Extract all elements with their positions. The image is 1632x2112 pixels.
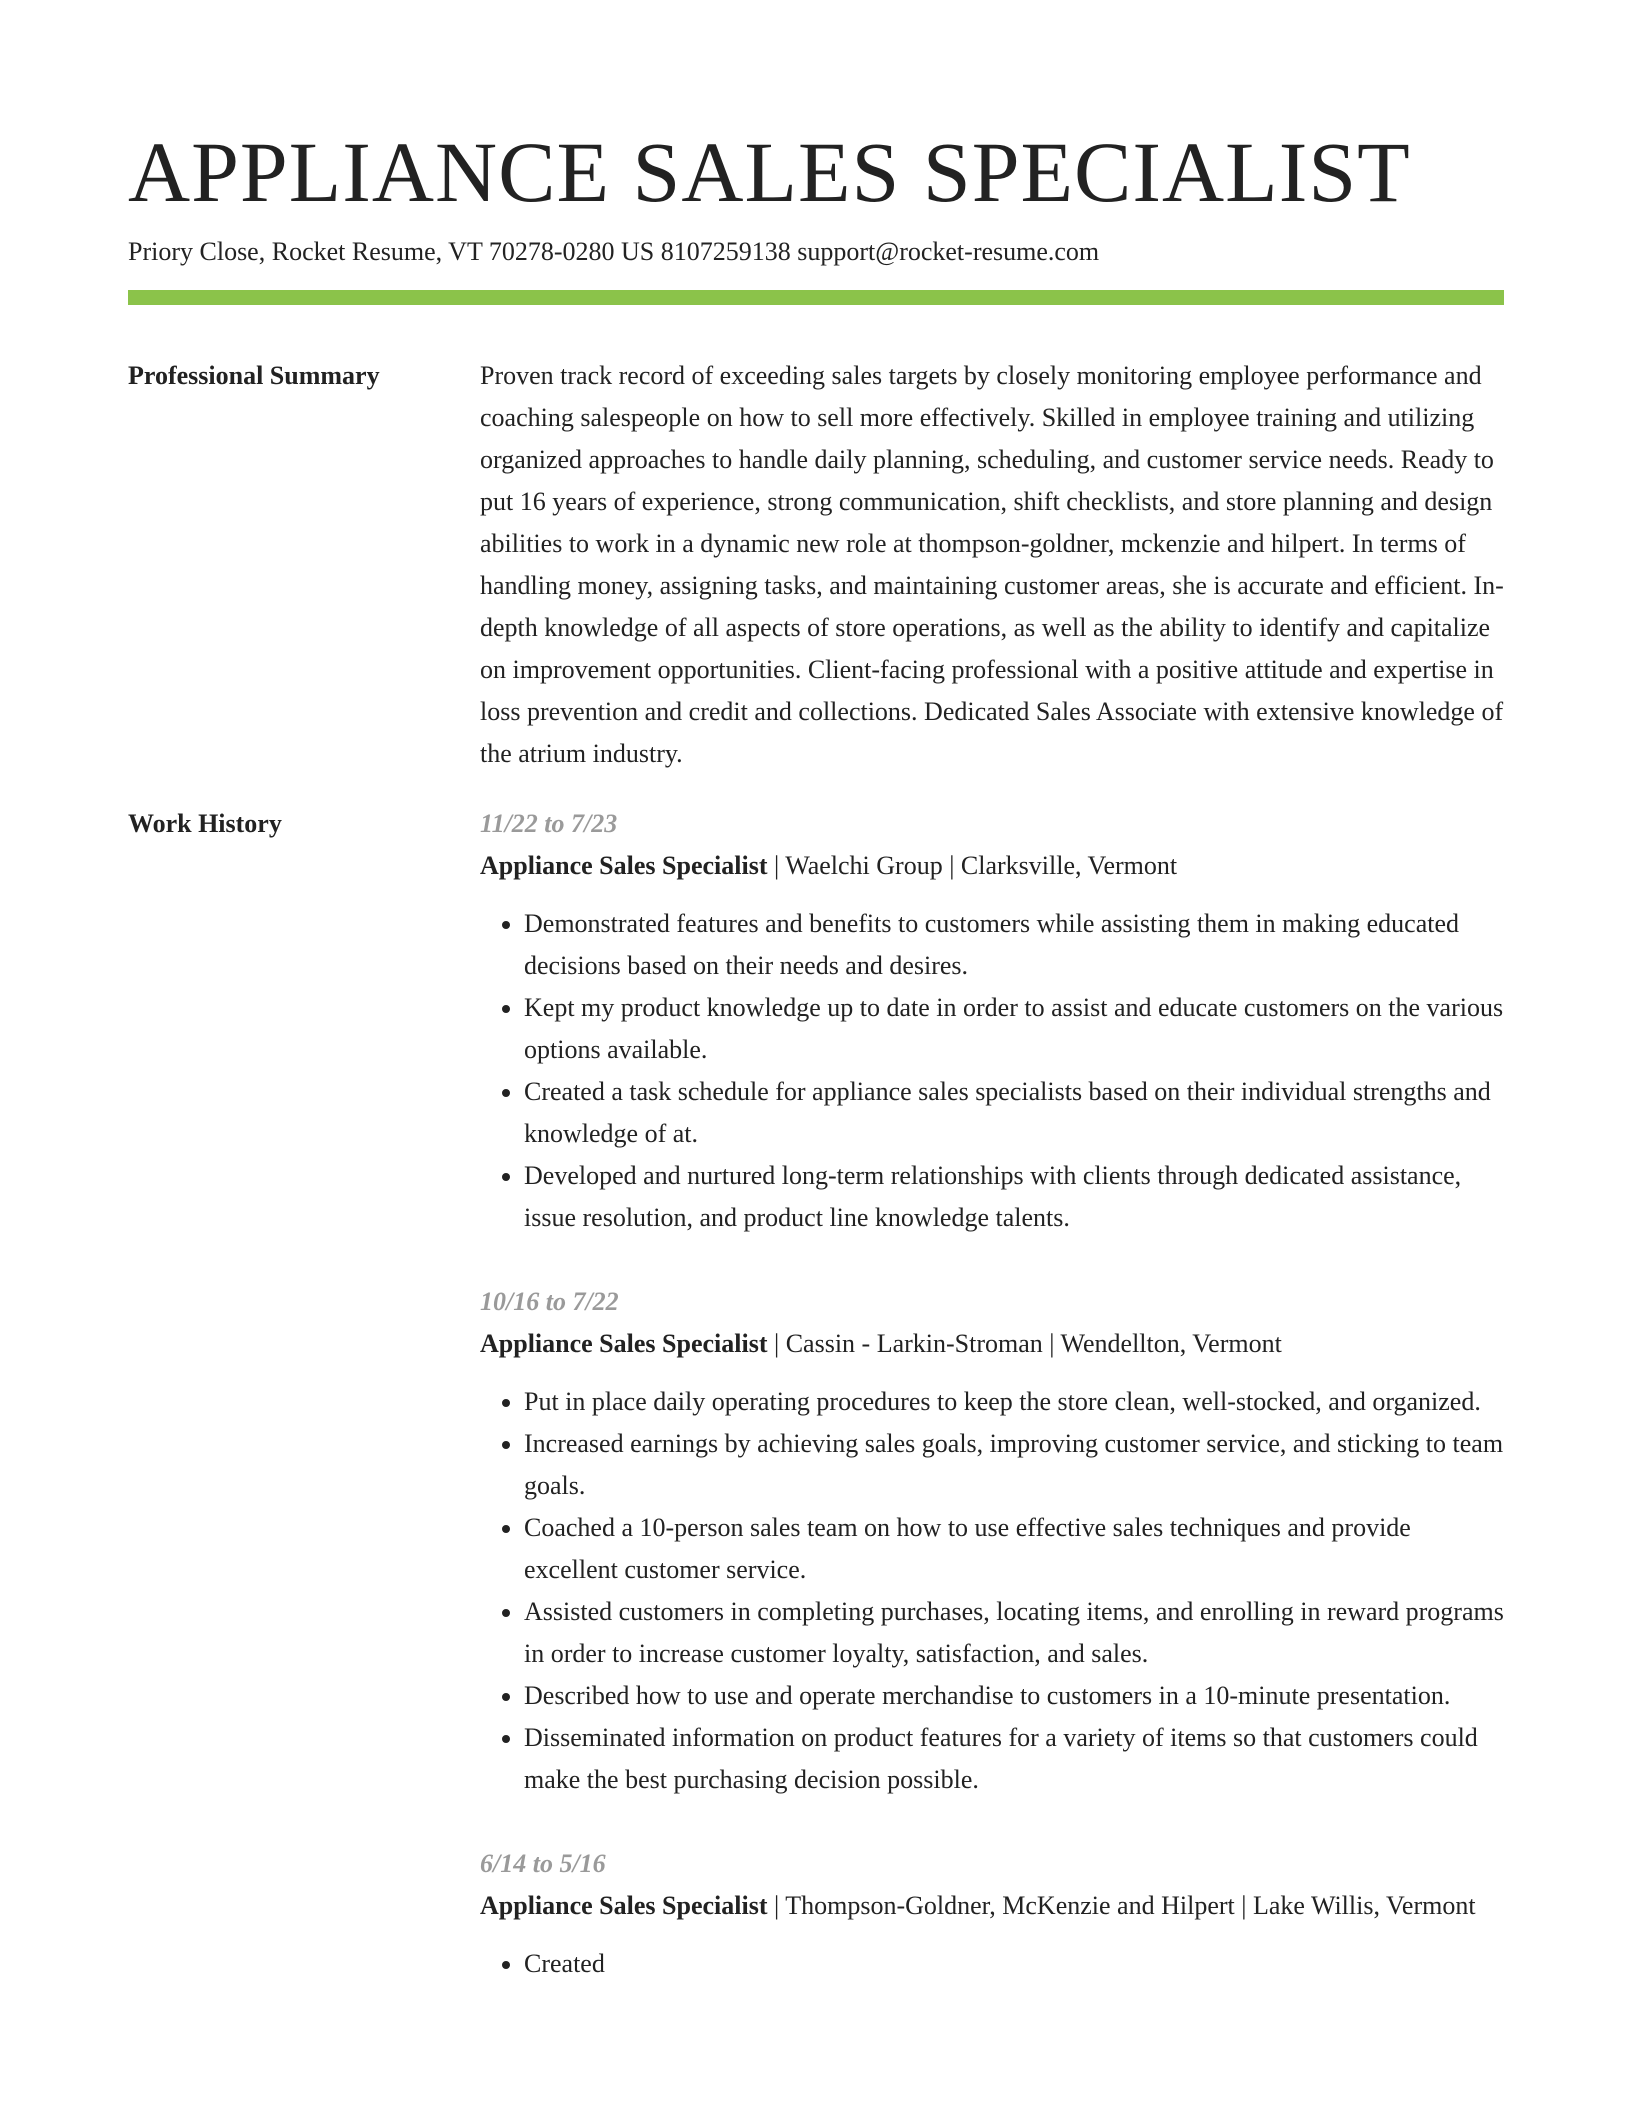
job-bullet: • Demonstrated features and benefits to customers while assisting them in making educated decisions based on their needs and desires.: [524, 903, 1504, 987]
job-title: Appliance Sales Specialist: [480, 1329, 768, 1358]
job-location: | Wendellton, Vermont: [1043, 1329, 1282, 1358]
job-heading: [480, 1323, 1504, 1365]
job-title: Appliance Sales Specialist: [480, 851, 768, 880]
contact-address: Priory Close, Rocket Resume, VT 70278-0280 US: [128, 237, 655, 266]
header-divider: [128, 290, 1504, 305]
work-history-heading: Work History: [128, 809, 282, 838]
job-bullet: • Disseminated information on product features for a variety of items so that customers could make the best purchasing decision possible.: [524, 1717, 1504, 1801]
job-company: | Cassin - Larkin-Stroman: [767, 1329, 1042, 1358]
job-entry: [480, 1843, 1504, 1985]
job-entry: [480, 803, 1504, 1239]
job-bullet: • Increased earnings by achieving sales goals, improving customer service, and sticking to team goals.: [524, 1423, 1504, 1507]
job-location: | Lake Willis, Vermont: [1235, 1891, 1476, 1920]
job-bullet: • Put in place daily operating procedures to keep the store clean, well-stocked, and organized.: [524, 1381, 1504, 1423]
job-heading: [480, 845, 1504, 887]
resume-page: [128, 0, 1504, 1985]
job-bullet: • Described how to use and operate merchandise to customers in a 10-minute presentation.: [524, 1675, 1504, 1717]
work-history-section: [128, 803, 1504, 1985]
job-bullet-list: [480, 1381, 1504, 1801]
job-dates: 11/22 to 7/23: [480, 809, 618, 838]
job-heading: [480, 1885, 1504, 1927]
job-company: | Waelchi Group: [767, 851, 942, 880]
summary-text: Proven track record of exceeding sales targets by closely monitoring employee performance and coaching salespeople on how to sell more effectively. Skilled in employee training and utilizing organized approaches to handle daily planning, scheduling, and customer service needs. Ready to put 16 years of experience, strong communication, shift checklists, and store planning and design abilities to work in a dynamic new role at thompson-goldner, mckenzie and hilpert. In terms of handling money, assigning tasks, and maintaining customer areas, she is accurate and efficient. In-depth knowledge of all aspects of store operations, as well as the ability to identify and capitalize on improvement opportunities. Client-facing professional with a positive attitude and expertise in loss prevention and credit and collections. Dedicated Sales Associate with extensive knowledge of the atrium industry.: [480, 361, 1504, 768]
contact-phone: 8107259138: [660, 237, 791, 266]
job-list: [480, 803, 1504, 1985]
job-dates: 10/16 to 7/22: [480, 1287, 619, 1316]
job-location: | Clarksville, Vermont: [943, 851, 1177, 880]
job-bullet: • Created a task schedule for appliance sales specialists based on their individual strengths and knowledge of at.: [524, 1071, 1504, 1155]
job-bullet: • Developed and nurtured long-term relationships with clients through dedicated assistance, issue resolution, and product line knowledge talents.: [524, 1155, 1504, 1239]
job-bullet: • Kept my product knowledge up to date in order to assist and educate customers on the various options available.: [524, 987, 1504, 1071]
contact-email: support@rocket-resume.com: [797, 237, 1100, 266]
job-bullet-list: [480, 1943, 1504, 1985]
resume-title: APPLIANCE SALES SPECIALIST: [128, 124, 1411, 220]
contact-line: [128, 234, 1504, 270]
job-bullet: • Assisted customers in completing purchases, locating items, and enrolling in reward programs in order to increase customer loyalty, satisfaction, and sales.: [524, 1591, 1504, 1675]
job-entry: [480, 1281, 1504, 1801]
summary-section: [128, 355, 1504, 775]
job-title: Appliance Sales Specialist: [480, 1891, 768, 1920]
job-bullet: • Created: [524, 1943, 1504, 1985]
job-dates: 6/14 to 5/16: [480, 1849, 606, 1878]
summary-heading: Professional Summary: [128, 361, 380, 390]
job-company: | Thompson-Goldner, McKenzie and Hilpert: [767, 1891, 1234, 1920]
job-bullet-list: [480, 903, 1504, 1239]
job-bullet: • Coached a 10-person sales team on how to use effective sales techniques and provide excellent customer service.: [524, 1507, 1504, 1591]
